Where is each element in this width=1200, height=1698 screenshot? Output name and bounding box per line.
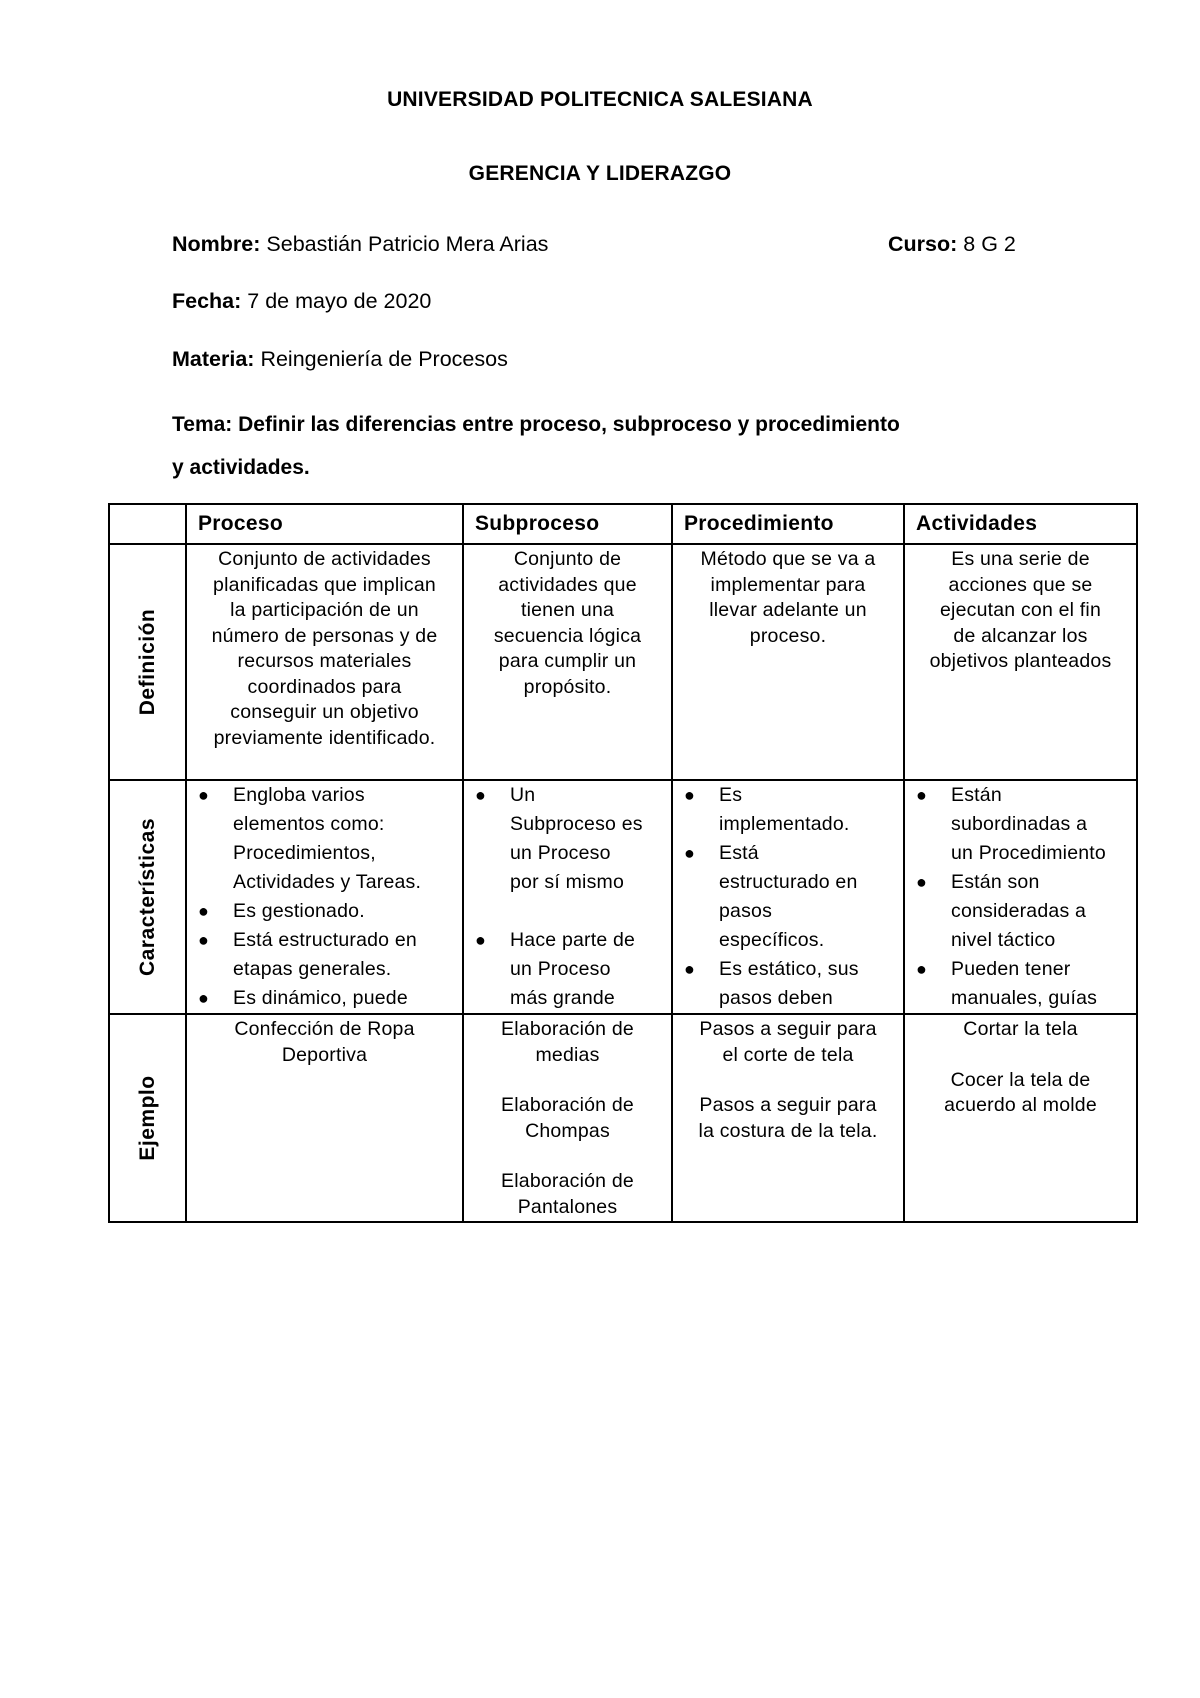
cell-line: recursos materiales bbox=[237, 650, 412, 672]
bullet-icon: ● bbox=[475, 930, 487, 950]
cell-line: objetivos planteados bbox=[929, 650, 1112, 672]
cell-line: número de personas y de bbox=[211, 624, 438, 647]
item-line: Está estructurado en bbox=[233, 929, 417, 951]
item-line: un Procedimiento bbox=[951, 842, 1106, 864]
nombre-value: Sebastián Patricio Mera Arias bbox=[266, 232, 549, 256]
ejemplo-cell bbox=[904, 1014, 1137, 1222]
item-line: más grande bbox=[510, 987, 615, 1009]
item-line: Están bbox=[951, 784, 1002, 806]
caracteristicas-cell bbox=[904, 780, 1137, 1014]
materia-label: Materia: bbox=[172, 347, 255, 371]
item-line: Es gestionado. bbox=[233, 900, 365, 922]
item-line: Es estático, sus bbox=[719, 958, 859, 980]
item-line: Pueden tener bbox=[951, 958, 1071, 980]
list-item bbox=[187, 984, 462, 1013]
cell-line: Pasos a seguir para bbox=[699, 1018, 877, 1040]
item-line: estructurado en bbox=[719, 871, 858, 893]
tema-line-1: Tema: Definir las diferencias entre proceso, subproceso y procedimiento bbox=[172, 413, 900, 436]
fecha-label: Fecha: bbox=[172, 289, 242, 313]
item-line: Un bbox=[510, 784, 536, 806]
cell-line: Conjunto de actividades bbox=[218, 548, 431, 570]
bullet-icon: ● bbox=[916, 785, 928, 805]
definicion-cell bbox=[186, 544, 463, 780]
ejemplo-cell bbox=[672, 1014, 904, 1222]
university-title: UNIVERSIDAD POLITECNICA SALESIANA bbox=[387, 88, 813, 111]
item-line: consideradas a bbox=[951, 900, 1087, 922]
cell-line: coordinados para bbox=[247, 675, 402, 698]
row-label-text: Características bbox=[135, 817, 159, 977]
cell-line: Cocer la tela de bbox=[950, 1068, 1091, 1091]
item-line: Engloba varios bbox=[233, 784, 365, 806]
item-line: un Proceso bbox=[510, 958, 611, 980]
cell-line: tienen una bbox=[520, 599, 615, 621]
curso-label: Curso: bbox=[888, 232, 958, 256]
bullet-list bbox=[673, 781, 903, 1013]
item-line: manuales, guías bbox=[951, 987, 1098, 1009]
tema-line-2: y actividades. bbox=[172, 456, 310, 479]
bullet-icon: ● bbox=[198, 785, 210, 805]
cell-line: el corte de tela bbox=[722, 1043, 854, 1066]
cell-line: implementar para bbox=[710, 573, 866, 596]
item-line: Subproceso es bbox=[510, 813, 643, 835]
list-item bbox=[673, 955, 903, 1013]
column-header-proceso: Proceso bbox=[186, 504, 463, 544]
subject-title: GERENCIA Y LIDERAZGO bbox=[468, 162, 732, 185]
list-item bbox=[673, 781, 903, 839]
bullet-icon: ● bbox=[684, 959, 696, 979]
curso-line bbox=[888, 232, 1016, 257]
item-line: implementado. bbox=[719, 813, 850, 835]
cell-line: Elaboración de bbox=[501, 1094, 634, 1116]
definicion-cell bbox=[904, 544, 1137, 780]
bullet-icon: ● bbox=[198, 930, 210, 950]
cell-line: Método que se va a bbox=[700, 548, 876, 570]
ejemplo-cell bbox=[463, 1014, 672, 1222]
bullet-icon: ● bbox=[916, 959, 928, 979]
cell-line: Elaboración de bbox=[501, 1170, 634, 1192]
cell-line: Chompas bbox=[525, 1119, 610, 1142]
item-line: Es dinámico, puede bbox=[233, 987, 408, 1009]
caracteristicas-cell bbox=[186, 780, 463, 1014]
list-item bbox=[187, 926, 462, 984]
column-header-subproceso: Subproceso bbox=[463, 504, 672, 544]
cell-line: Pantalones bbox=[517, 1195, 618, 1218]
table-row-definicion bbox=[109, 544, 1137, 780]
item-line: por sí mismo bbox=[510, 871, 625, 893]
cell-line: de alcanzar los bbox=[953, 624, 1088, 647]
bullet-icon: ● bbox=[684, 785, 696, 805]
cell-line: Conjunto de bbox=[513, 548, 622, 570]
bullet-list bbox=[464, 781, 671, 1013]
item-line: Está bbox=[719, 842, 759, 864]
bullet-icon: ● bbox=[198, 901, 210, 921]
bullet-icon: ● bbox=[916, 872, 928, 892]
fecha-value: 7 de mayo de 2020 bbox=[247, 289, 432, 313]
cell-line: la costura de la tela. bbox=[698, 1119, 878, 1142]
cell-line: conseguir un objetivo bbox=[230, 701, 419, 723]
cell-line: Es una serie de bbox=[951, 548, 1090, 570]
nombre-label: Nombre: bbox=[172, 232, 261, 256]
cell-line: Elaboración de bbox=[501, 1018, 634, 1040]
row-label-definicion bbox=[109, 544, 186, 780]
fecha-line bbox=[172, 289, 431, 314]
list-item bbox=[905, 781, 1136, 868]
cell-line: propósito. bbox=[523, 675, 612, 698]
column-header-procedimiento: Procedimiento bbox=[672, 504, 904, 544]
list-item bbox=[673, 839, 903, 955]
curso-value: 8 G 2 bbox=[963, 232, 1016, 256]
cell-line: previamente identificado. bbox=[213, 726, 436, 749]
cell-line: planificadas que implican bbox=[213, 573, 436, 596]
tema-heading bbox=[172, 403, 1072, 489]
bullet-list bbox=[905, 781, 1136, 1013]
table-row-caracteristicas bbox=[109, 780, 1137, 1014]
bullet-icon: ● bbox=[198, 988, 210, 1008]
column-header-actividades: Actividades bbox=[904, 504, 1137, 544]
item-line: nivel táctico bbox=[951, 929, 1056, 951]
caracteristicas-cell bbox=[463, 780, 672, 1014]
item-line: subordinadas a bbox=[951, 813, 1088, 835]
list-item bbox=[905, 955, 1136, 1013]
item-line: Están son bbox=[951, 871, 1040, 893]
table-header-row bbox=[109, 504, 1137, 544]
ejemplo-cell bbox=[186, 1014, 463, 1222]
cell-line: ejecutan con el fin bbox=[940, 599, 1101, 621]
cell-line: para cumplir un bbox=[498, 650, 637, 672]
cell-line: secuencia lógica bbox=[493, 624, 642, 647]
item-line: Hace parte de bbox=[510, 929, 636, 951]
item-line: pasos deben bbox=[719, 987, 833, 1009]
row-label-caracteristicas bbox=[109, 780, 186, 1014]
item-line: Procedimientos, bbox=[233, 842, 376, 864]
cell-line: Pasos a seguir para bbox=[699, 1094, 877, 1116]
caracteristicas-cell bbox=[672, 780, 904, 1014]
bullet-icon: ● bbox=[475, 785, 487, 805]
item-line: un Proceso bbox=[510, 842, 611, 864]
cell-line: la participación de un bbox=[230, 599, 419, 621]
cell-line: acciones que se bbox=[948, 573, 1093, 596]
bullet-icon: ● bbox=[684, 843, 696, 863]
row-label-text: Definición bbox=[135, 608, 159, 716]
comparison-table bbox=[108, 503, 1138, 1223]
list-item bbox=[187, 781, 462, 897]
table-row-ejemplo bbox=[109, 1014, 1137, 1222]
item-line: etapas generales. bbox=[233, 958, 392, 980]
item-line: elementos como: bbox=[233, 813, 385, 835]
materia-line bbox=[172, 347, 508, 372]
materia-value: Reingeniería de Procesos bbox=[260, 347, 508, 371]
cell-line: acuerdo al molde bbox=[944, 1094, 1097, 1116]
cell-line: llevar adelante un bbox=[709, 599, 867, 621]
item-line: Actividades y Tareas. bbox=[233, 871, 422, 893]
cell-line: medias bbox=[535, 1043, 600, 1066]
bullet-list bbox=[187, 781, 462, 1013]
corner-cell bbox=[109, 504, 186, 544]
row-label-text: Ejemplo bbox=[135, 1075, 159, 1161]
item-line: Es bbox=[719, 784, 743, 806]
list-item bbox=[905, 868, 1136, 955]
cell-line: actividades que bbox=[498, 573, 637, 596]
item-line: específicos. bbox=[719, 929, 825, 951]
definicion-cell bbox=[463, 544, 672, 780]
cell-line: Deportiva bbox=[281, 1043, 368, 1066]
cell-line: proceso. bbox=[749, 624, 827, 647]
nombre-line bbox=[172, 232, 548, 257]
list-item bbox=[464, 781, 671, 897]
definicion-cell bbox=[672, 544, 904, 780]
cell-line: Cortar la tela bbox=[963, 1018, 1078, 1040]
row-label-ejemplo bbox=[109, 1014, 186, 1222]
list-item bbox=[464, 926, 671, 1013]
item-line: pasos bbox=[719, 900, 773, 922]
cell-line: Confección de Ropa bbox=[234, 1018, 415, 1040]
list-item bbox=[187, 897, 462, 926]
